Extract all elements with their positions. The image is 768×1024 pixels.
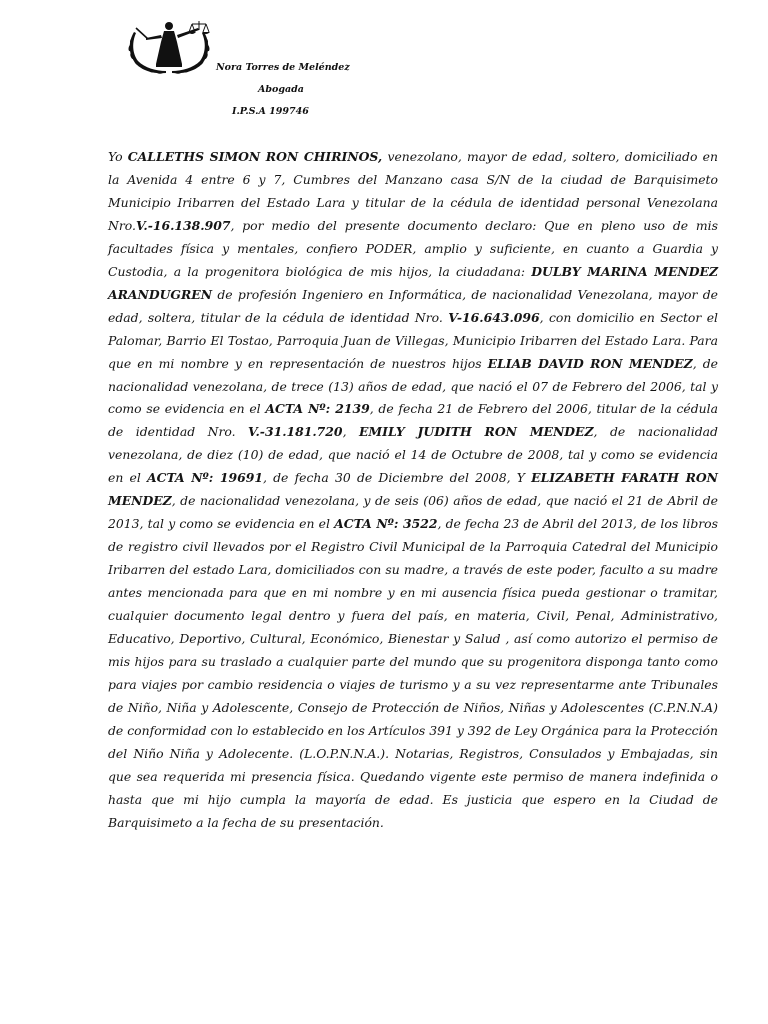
grantee-id-number: V-16.643.096 — [448, 309, 540, 325]
text-segment: , de nacionalidad venezolana, de diez (10) de edad, que nació el 14 de Octubre de 2008, tal y como se evidencia en el — [108, 424, 718, 486]
text-segment: , de nacionalidad venezolana, de trece (13) años de edad, que nació el 07 de Febrero del 2006, tal y como se evidencia en el — [108, 355, 718, 417]
child-name-2: EMILY JUDITH RON MENDEZ — [358, 424, 594, 440]
text-segment: , de nacionalidad venezolana, y de seis (06) años de edad, que nació el 21 de Abril de 2013, tal y como se evidencia en el — [108, 493, 718, 532]
lawyer-name: Nora Torres de Meléndez — [216, 62, 350, 73]
power-of-attorney-body — [108, 146, 718, 835]
lawyer-title: Abogada — [258, 84, 304, 95]
text-segment: , — [342, 424, 359, 440]
grantee-name: DULBY MARINA MENDEZ ARANDUGREN — [108, 263, 718, 302]
text-segment: , de fecha 23 de Abril del 2013, de los libros de registro civil llevados por el Registro Civil Municipal de la Parroquia Catedral del Municipio Iribarren del estado Lara, domiciliados con su madre, a través de este poder, faculto a su madre antes mencionada para que en mi nombre y en mi ausencia física pueda gestionar o tramitar, cualquier documento legal dentro y fuera del país, en materia, Civil, Penal, Administrativo, Educativo, Deportivo, Cultural, Económico, Bienestar y Salud , así como autorizo el permiso de mis hijos para su traslado a cualquier parte del mundo que su progenitora disponga tanto como para viajes por cambio residencia o viajes de turismo y a su vez representarme ante Tribunales de Niño, Niña y Adolescente, Consejo de Protección de Niños, Niñas y Adolescentes (C.P.N.N.A) de conformidad con lo establecido en los Artículos 391 y 392 de Ley Orgánica para la Protección del Niño Niña y Adolecente. (L.O.P.N.N.A.). Notarias, Registros, Consulados y Embajadas, sin que sea requerida mi presencia física. Quedando vigente este permiso de manera indefinida o hasta que mi hijo cumpla la mayoría de edad. Es justicia que espero en la Ciudad de Barquisimeto a la fecha de su presentación. — [108, 516, 718, 830]
child-name-3: ELIZABETH FARATH RON MENDEZ — [108, 470, 718, 509]
text-segment: Yo — [108, 149, 128, 164]
text-segment: de profesión Ingeniero en Informática, de nacionalidad Venezolana, mayor de edad, soltera, titular de la cédula de identidad Nro. — [108, 286, 718, 325]
text-segment: , con domicilio en Sector el Palomar, Barrio El Tostao, Parroquia Juan de Villegas, Municipio Iribarren del Estado Lara. Para que en mi nombre y en representación de nuestros hijos — [108, 309, 718, 371]
birth-record-1: ACTA Nº: 2139 — [265, 401, 370, 417]
grantor-id-number: V.-16.138.907 — [135, 217, 231, 233]
birth-record-2: ACTA Nº: 19691 — [147, 470, 263, 486]
birth-record-3: ACTA Nº: 3522 — [334, 516, 438, 532]
scales-of-justice-logo — [124, 18, 216, 76]
text-segment: , de fecha 21 de Febrero del 2006, titular de la cédula de identidad Nro. — [108, 401, 718, 440]
child-name-1: ELIAB DAVID RON MENDEZ — [487, 355, 693, 371]
text-segment: , por medio del presente documento declaro: Que en pleno uso de mis facultades física y mentales, confiero PODER, amplio y suficiente, en cuanto a Guardia y Custodia, a la progenitora biológica de mis hijos, la ciudadana: — [108, 217, 718, 279]
grantor-name: CALLETHS SIMON RON CHIRINOS, — [127, 149, 383, 164]
child-id-number-1: V.-31.181.720 — [248, 424, 343, 440]
text-segment: , de fecha 30 de Diciembre del 2008, Y — [262, 470, 532, 486]
text-segment: venezolano, mayor de edad, soltero, domiciliado en la Avenida 4 entre 6 y 7, Cumbres del Manzano casa S/N de la ciudad de Barquisimeto Municipio Iribarren del Estado Lara y titular de la cédula de identidad personal Venezolana Nro. — [108, 149, 718, 233]
ipsa-number: I.P.S.A 199746 — [232, 106, 309, 117]
